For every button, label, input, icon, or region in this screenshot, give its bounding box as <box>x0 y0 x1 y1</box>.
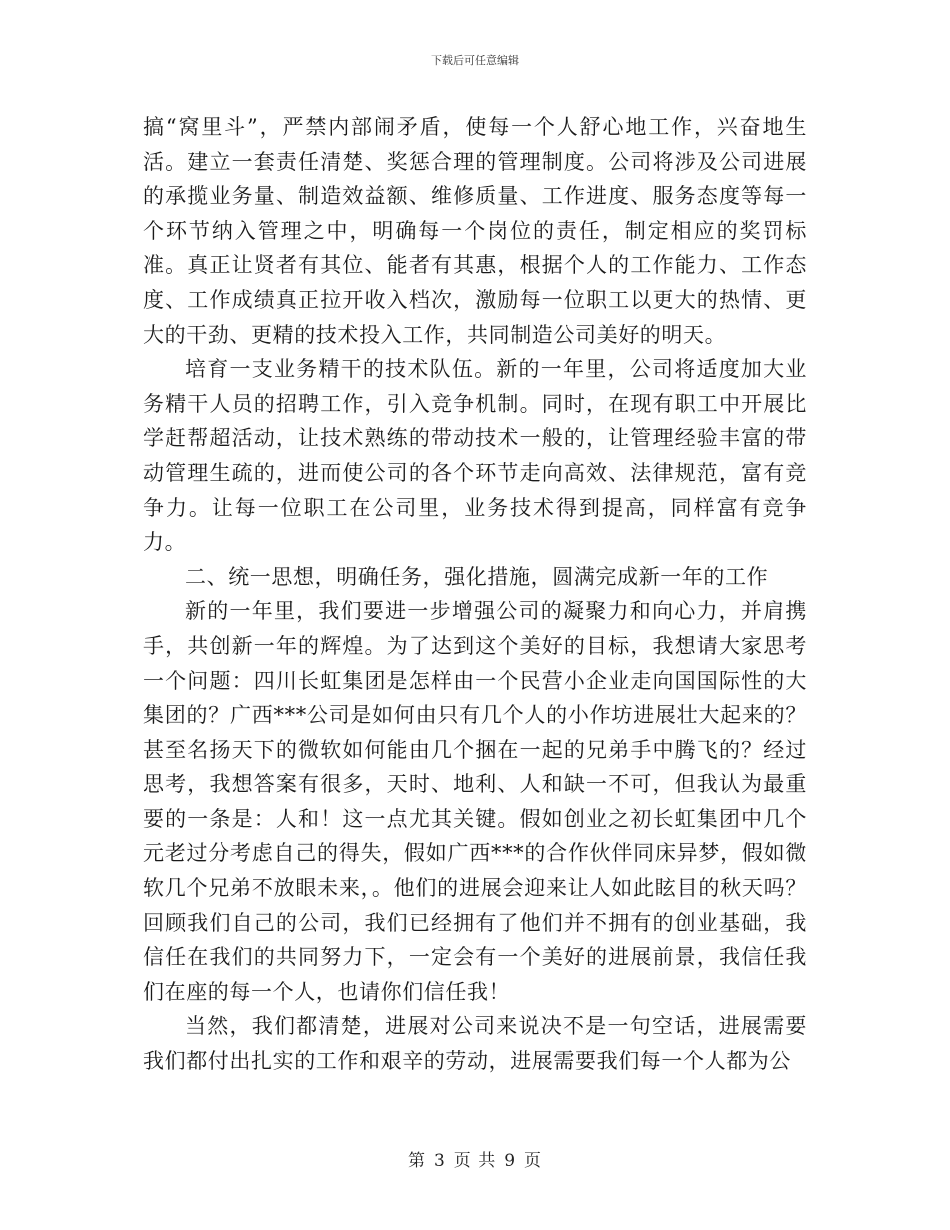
footer-middle: 页 共 <box>453 1151 497 1171</box>
paragraph-management-system: 搞“窝里斗”，严禁内部闹矛盾，使每一个人舒心地工作，兴奋地生活。建立一套责任清楚、奖惩合理的管理制度。公司将涉及公司进展的承揽业务量、制造效益额、维修质量、工作进度、服务态度等每一个环节纳入管理之中，明确每一个岗位的责任，制定相应的奖罚标准。真正让贤者有其位、能者有其惠，根据个人的工作能力、工作态度、工作成绩真正拉开收入档次，激励每一位职工以更大的热情、更大的干劲、更精的技术投入工作，共同制造公司美好的明天。 <box>143 115 807 347</box>
document-body <box>143 110 807 1079</box>
page-footer <box>0 1150 950 1172</box>
page-header: 下载后可任意编辑 <box>431 54 519 67</box>
total-page-number: 9 <box>504 1151 517 1171</box>
paragraph-development: 当然，我们都清楚，进展对公司来说决不是一句空话，进展需要我们都付出扎实的工作和艰辛的劳动，进展需要我们每一个人都为公 <box>143 1014 807 1074</box>
paragraph-cohesion: 新的一年里，我们要进一步增强公司的凝聚力和向心力，并肩携手，共创新一年的辉煌。为了达到这个美好的目标，我想请大家思考一个问题：四川长虹集团是怎样由一个民营小企业走向国国际性的大集团的？广西***公司是如何由只有几个人的小作坊进展壮大起来的？甚至名扬天下的微软如何能由几个捆在一起的兄弟手中腾飞的？经过思考，我想答案有很多，天时、地利、人和缺一不可，但我认为最重要的一条是：人和！这一点尤其关键。假如创业之初长虹集团中几个元老过分考虑自己的得失，假如广西***的合作伙伴同床异梦，假如微软几个兄弟不放眼未来，。他们的进展会迎来让人如此眩目的秋天吗？回顾我们自己的公司，我们已经拥有了他们并不拥有的创业基础，我信任在我们的共同努力下，一定会有一个美好的进展前景，我信任我们在座的每一个人，也请你们信任我！ <box>143 599 807 1004</box>
footer-suffix: 页 <box>524 1151 543 1171</box>
current-page-number: 3 <box>433 1151 446 1171</box>
footer-prefix: 第 <box>407 1151 426 1171</box>
section-heading-two: 二、统一思想，明确任务，强化措施，圆满完成新一年的工作 <box>185 564 769 589</box>
paragraph-technical-team: 培育一支业务精干的技术队伍。新的一年里，公司将适度加大业务精干人员的招聘工作，引入竞争机制。同时，在现有职工中开展比学赶帮超活动，让技术熟练的带动技术一般的，让管理经验丰富的带动管理生疏的，进而使公司的各个环节走向高效、法律规范，富有竞争力。让每一位职工在公司里，业务技术得到提高，同样富有竞争力。 <box>143 357 807 555</box>
